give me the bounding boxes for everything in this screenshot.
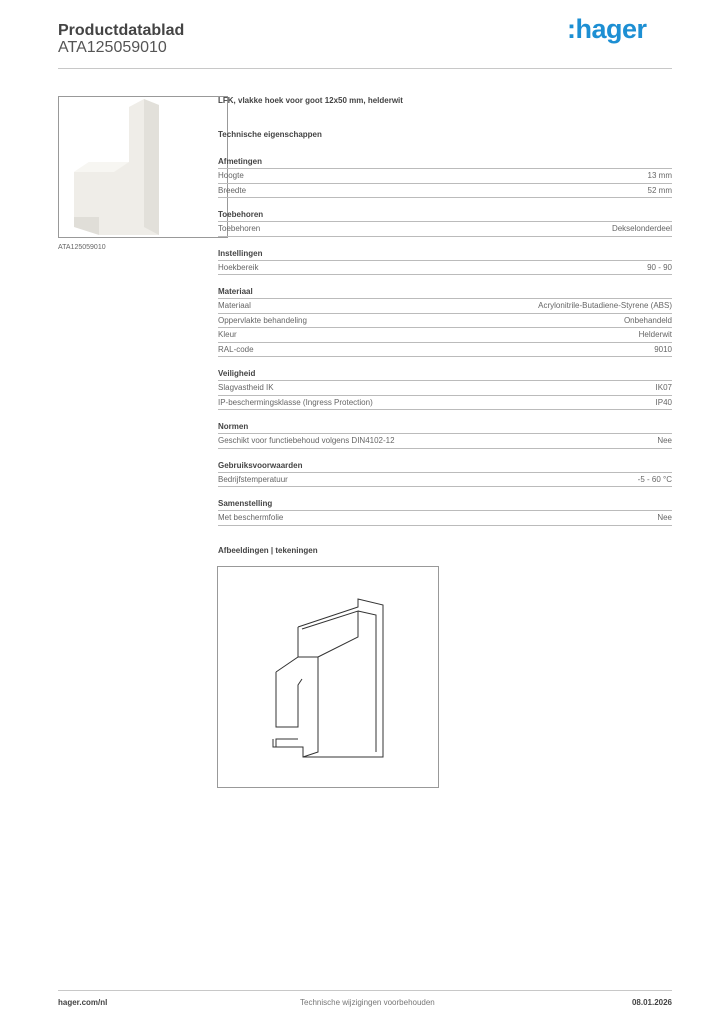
spec-section — [218, 285, 672, 357]
section-heading: Samenstelling — [218, 497, 672, 511]
spec-value: 9010 — [654, 344, 672, 354]
spec-value: 13 mm — [647, 171, 672, 180]
section-heading: Afmetingen — [218, 155, 672, 169]
spec-row — [218, 169, 672, 184]
header-divider — [58, 68, 672, 69]
technical-drawing — [217, 566, 439, 788]
section-heading: Gebruiksvoorwaarden — [218, 459, 672, 473]
page-title: Productdatablad — [58, 22, 185, 39]
spec-value: Acrylonitrile-Butadiene-Styrene (ABS) — [538, 301, 672, 310]
spec-value: IK07 — [655, 383, 672, 392]
spec-label: IP-beschermingsklasse (Ingress Protection) — [218, 397, 373, 407]
spec-value: 90 - 90 — [647, 262, 672, 272]
spec-section — [218, 497, 672, 526]
spec-section — [218, 459, 672, 488]
spec-label: Geschikt voor functiebehoud volgens DIN4102-12 — [218, 436, 395, 445]
spec-value: IP40 — [655, 397, 672, 407]
spec-label: Hoogte — [218, 171, 244, 180]
spec-row — [218, 314, 672, 329]
section-heading: Toebehoren — [218, 208, 672, 222]
spec-label: Toebehoren — [218, 224, 261, 233]
spec-row — [218, 328, 672, 343]
spec-label: Hoekbereik — [218, 262, 259, 272]
spec-value: Nee — [657, 436, 672, 445]
hager-logo: :hager — [567, 14, 647, 44]
section-heading: Veiligheid — [218, 367, 672, 381]
section-heading: Materiaal — [218, 285, 672, 299]
specs-column — [218, 96, 672, 536]
product-photo — [58, 96, 228, 238]
tech-heading: Technische eigenschappen — [218, 130, 322, 139]
spec-row — [218, 434, 672, 449]
spec-value: Nee — [657, 513, 672, 522]
spec-label: Met beschermfolie — [218, 513, 284, 522]
spec-row — [218, 381, 672, 396]
spec-row — [218, 184, 672, 199]
spec-value: 52 mm — [647, 185, 672, 195]
spec-value: -5 - 60 °C — [637, 474, 672, 484]
spec-value: Onbehandeld — [623, 315, 672, 325]
spec-section — [218, 208, 672, 237]
product-code: ATA125059010 — [58, 39, 167, 56]
spec-row — [218, 511, 672, 526]
spec-value: Helderwit — [638, 330, 672, 339]
footer-note: Technische wijzigingen voorbehouden — [300, 998, 435, 1007]
spec-section — [218, 367, 672, 410]
product-description: LFK, vlakke hoek voor goot 12x50 mm, helderwit — [218, 96, 403, 105]
footer-date: 08.01.2026 — [631, 998, 672, 1007]
spec-label: Oppervlakte behandeling — [218, 315, 307, 325]
spec-row — [218, 343, 672, 358]
spec-row — [218, 396, 672, 411]
spec-label: Kleur — [218, 330, 237, 339]
section-heading: Instellingen — [218, 247, 672, 261]
spec-section — [218, 155, 672, 198]
spec-section — [218, 247, 672, 276]
spec-section — [218, 420, 672, 449]
images-heading: Afbeeldingen | tekeningen — [218, 546, 318, 555]
spec-label: Breedte — [218, 185, 247, 195]
spec-label: Bedrijfstemperatuur — [218, 474, 288, 484]
section-heading: Normen — [218, 420, 672, 434]
spec-row — [218, 261, 672, 276]
spec-label: Materiaal — [218, 301, 251, 310]
spec-label: Slagvastheid IK — [218, 383, 274, 392]
spec-row — [218, 222, 672, 237]
spec-row — [218, 473, 672, 488]
spec-row — [218, 299, 672, 314]
spec-label: RAL-code — [218, 344, 254, 354]
spec-value: Dekselonderdeel — [611, 224, 672, 233]
footer-website-link[interactable]: hager.com/nl — [58, 998, 108, 1007]
photo-caption: ATA125059010 — [58, 244, 106, 251]
footer-divider — [58, 990, 672, 991]
